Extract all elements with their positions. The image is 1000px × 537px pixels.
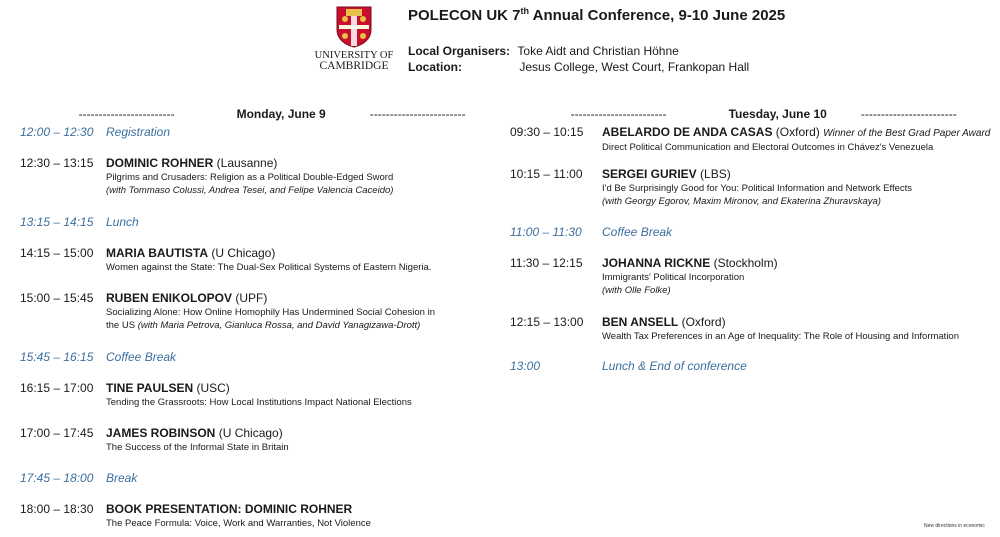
cambridge-crest-icon [336,6,372,48]
paper-title: Direct Political Communication and Electoral Outcomes in Chávez's Venezuela [602,142,934,153]
paper-title: I'd Be Surprisingly Good for You: Political Information and Network Effects [602,183,913,194]
award-note: Winner of the Best Grad Paper Award [823,128,991,139]
location-value: Jesus College, West Court, Frankopan Hall [519,60,750,74]
speaker-name: JOHANNA RICKNE [602,256,711,270]
paper-title: Immigrants' Political Incorporation [602,272,745,283]
paper-title: Pilgrims and Crusaders: Religion as a Political Double-Edged Sword [106,172,394,183]
coauthors: (with Olle Folke) [602,285,671,296]
organisers-row [408,44,679,58]
speaker-name: ABELARDO DE ANDA CASAS [602,125,773,139]
paper-title: The Peace Formula: Voice, Work and Warranties, Not Violence [106,518,371,529]
speaker-name: TINE PAULSEN [106,381,194,395]
speaker-name: RUBEN ENIKOLOPOV [106,291,233,305]
day1-heading: ------------------------ Monday, June 9 ------------------------ [78,107,466,121]
coauthors: (with Georgy Egorov, Maxim Mironov, and Ekaterina Zhuravskaya) [602,196,881,207]
paper-title: Wealth Tax Preferences in an Age of Inequality: The Role of Housing and Information [602,331,959,342]
paper-title: The Success of the Informal State in Britain [106,442,289,453]
speaker-name: BOOK PRESENTATION: DOMINIC ROHNER [106,502,353,516]
speaker-name: SERGEI GURIEV [602,167,697,181]
location-row [408,60,749,74]
conference-title: POLECON UK 7th Annual Conference, 9-10 June 2025 [408,6,786,24]
organisers-label: Local Organisers: [408,44,511,58]
day2-heading: ------------------------ Tuesday, June 10 ------------------------ [570,107,957,121]
organisers-value: Toke Aidt and Christian Höhne [517,44,679,58]
speaker-name: DOMINIC ROHNER [106,156,214,170]
speaker-name: JAMES ROBINSON [106,426,216,440]
location-label: Location: [408,60,462,74]
paper-title: Socializing Alone: How Online Homophily Has Undermined Social Cohesion in [106,307,435,318]
footnote: New directions in economic [924,523,985,529]
coauthors: (with Maria Petrova, Gianluca Rossa, and David Yanagizawa-Drott) [137,320,421,331]
speaker-name: MARIA BAUTISTA [106,246,208,260]
university-wordmark: UNIVERSITY OF CAMBRIDGE [314,50,394,72]
paper-title: Tending the Grassroots: How Local Institutions Impact National Elections [106,397,412,408]
paper-title: Women against the State: The Dual-Sex Political Systems of Eastern Nigeria. [106,262,432,273]
speaker-name: BEN ANSELL [602,315,679,329]
coauthors: (with Tommaso Colussi, Andrea Tesei, and Felipe Valencia Caceido) [106,185,394,196]
